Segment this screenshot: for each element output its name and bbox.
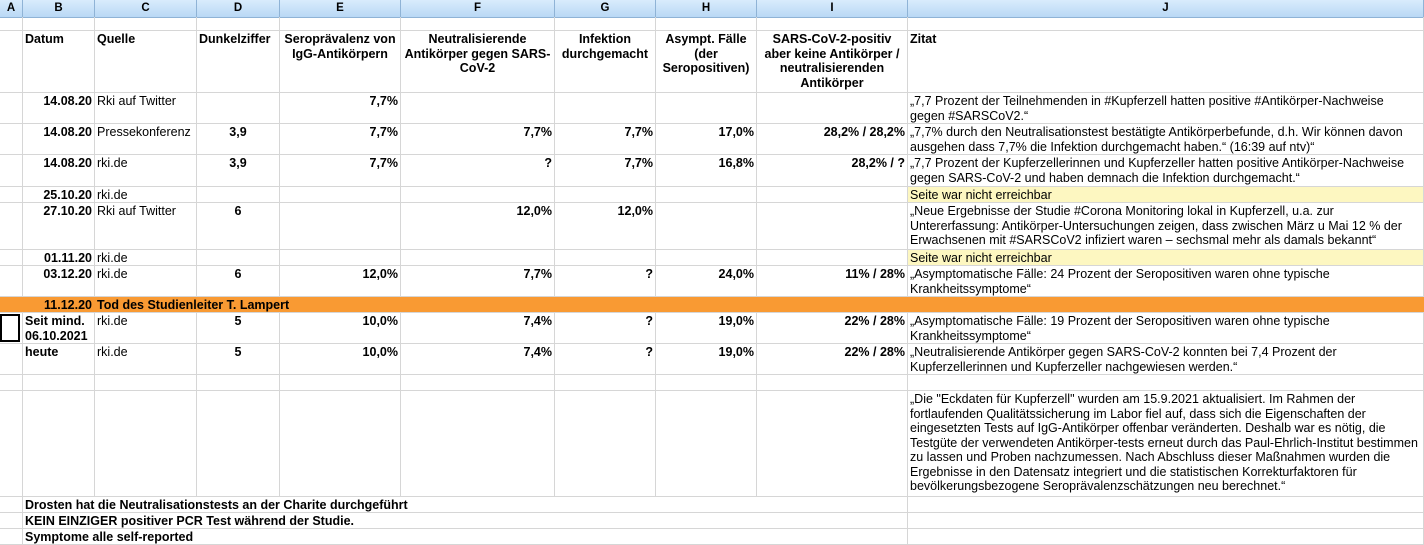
cell[interactable] (0, 513, 23, 528)
cell-sarspositiv[interactable] (757, 203, 908, 249)
cell-dunkelziffer[interactable]: 6 (197, 266, 280, 296)
cell-datum[interactable]: 01.11.20 (23, 250, 95, 265)
cell[interactable] (197, 250, 280, 265)
cell[interactable] (0, 124, 23, 154)
cell-infektion[interactable]: 7,7% (555, 155, 656, 186)
cell-dunkelziffer[interactable] (197, 93, 280, 123)
header-sarspositiv[interactable]: SARS-CoV-2-positiv aber keine Antikörper / neutralisierenden Antikörper (757, 31, 908, 92)
column-headers (0, 0, 1424, 18)
table-row (0, 124, 1424, 155)
cell-selection-indicator (0, 314, 20, 342)
cell[interactable] (908, 375, 1424, 390)
cell[interactable] (401, 375, 555, 390)
column-header-f[interactable]: F (401, 0, 555, 17)
cell-infektion[interactable]: ? (555, 313, 656, 343)
column-header-h[interactable]: H (656, 0, 757, 17)
cell-neutralisierende[interactable]: 7,7% (401, 124, 555, 154)
cell[interactable] (908, 497, 1424, 512)
cell-infektion[interactable]: 7,7% (555, 124, 656, 154)
cell[interactable] (908, 17, 1424, 30)
cell-zitat[interactable]: „Neue Ergebnisse der Studie #Corona Monitoring lokal in Kupferzell, u.a. zur Untererfassung: Antikörper-Untersuchungen zeigen, dass zwischen März u Mai 12 % der Erwachsenen mit #SARSCoV2 infiziert waren – sechsmal mehr als damals bekannt“ (908, 203, 1424, 249)
cell[interactable] (757, 250, 908, 265)
cell[interactable] (401, 250, 555, 265)
header-dunkelziffer[interactable]: Dunkelziffer (197, 31, 280, 92)
table-row (0, 187, 1424, 203)
note-row (0, 497, 1424, 513)
cell-neutralisierende[interactable]: 7,4% (401, 313, 555, 343)
note-symptome[interactable]: Symptome alle self-reported (23, 529, 908, 544)
cell-dunkelziffer[interactable]: 3,9 (197, 155, 280, 186)
header-asympt[interactable]: Asympt. Fälle (der Seropositiven) (656, 31, 757, 92)
column-header-e[interactable]: E (280, 0, 401, 17)
cell[interactable] (401, 391, 555, 496)
cell-zitat[interactable]: „Asymptomatische Fälle: 24 Prozent der Seropositiven waren ohne typische Krankheitssymptome“ (908, 266, 1424, 296)
cell-datum[interactable]: 14.08.20 (23, 93, 95, 123)
cell-asympt[interactable]: 16,8% (656, 155, 757, 186)
cell[interactable] (197, 17, 280, 30)
cell-infektion[interactable]: ? (555, 266, 656, 296)
cell[interactable] (23, 391, 95, 496)
cell-quelle[interactable]: rki.de (95, 187, 197, 202)
cell-sarspositiv[interactable]: 22% / 28% (757, 313, 908, 343)
cell[interactable] (0, 529, 23, 544)
cell-datum[interactable]: 14.08.20 (23, 124, 95, 154)
cell-datum[interactable]: 14.08.20 (23, 155, 95, 186)
cell-datum[interactable]: 03.12.20 (23, 266, 95, 296)
cell[interactable] (0, 297, 23, 312)
cell-zitat[interactable]: „7,7 Prozent der Teilnehmenden in #Kupferzell hatten positive #Antikörper-Nachweise gegen #SARSCoV2.“ (908, 93, 1424, 123)
cell-sarspositiv[interactable]: 28,2% / ? (757, 155, 908, 186)
cell-dunkelziffer[interactable]: 5 (197, 344, 280, 374)
header-neutralisierende[interactable]: Neutralisierende Antikörper gegen SARS-CoV-2 (401, 31, 555, 92)
cell[interactable] (757, 375, 908, 390)
cell-sarspositiv[interactable]: 22% / 28% (757, 344, 908, 374)
table-row (0, 391, 1424, 497)
cell-quelle[interactable]: rki.de (95, 313, 197, 343)
cell[interactable] (280, 250, 401, 265)
cell-seropraevalenz[interactable] (280, 203, 401, 249)
header-row (0, 31, 1424, 93)
cell[interactable] (908, 529, 1424, 544)
table-row (0, 17, 1424, 31)
cell-datum[interactable]: 11.12.20 (44, 298, 92, 312)
cell-datum[interactable]: heute (23, 344, 95, 374)
cell-dunkelziffer[interactable]: 6 (197, 203, 280, 249)
cell[interactable] (23, 375, 95, 390)
cell[interactable] (0, 187, 23, 202)
cell[interactable] (555, 187, 656, 202)
cell[interactable] (95, 391, 197, 496)
table-row (0, 93, 1424, 124)
cell[interactable] (197, 375, 280, 390)
cell-infektion[interactable]: ? (555, 344, 656, 374)
table-row (0, 155, 1424, 187)
cell-quelle[interactable]: Tod des Studienleiter T. Lampert (97, 298, 290, 312)
cell[interactable] (555, 17, 656, 30)
table-row (0, 250, 1424, 266)
cell-zitat[interactable]: „Neutralisierende Antikörper gegen SARS-CoV-2 konnten bei 7,4 Prozent der Kupferzellerinnen und Kupferzeller nachgewiesen werden.“ (908, 344, 1424, 374)
cell[interactable] (908, 513, 1424, 528)
cell[interactable] (0, 391, 23, 496)
header-zitat[interactable]: Zitat (908, 31, 1424, 92)
note-row (0, 513, 1424, 529)
cell-infektion[interactable] (555, 93, 656, 123)
header-datum[interactable]: Datum (23, 31, 95, 92)
cell-seropraevalenz[interactable]: 7,7% (280, 93, 401, 123)
cell-sarspositiv[interactable] (757, 93, 908, 123)
cell-zitat[interactable]: Seite war nicht erreichbar (908, 250, 1424, 265)
cell-datum[interactable]: Seit mind. 06.10.2021 (23, 313, 95, 343)
table-row (0, 375, 1424, 391)
cell[interactable] (401, 17, 555, 30)
cell[interactable] (0, 375, 23, 390)
cell-quelle[interactable]: Rki auf Twitter (95, 93, 197, 123)
cell-asympt[interactable]: 19,0% (656, 344, 757, 374)
header-quelle[interactable]: Quelle (95, 31, 197, 92)
cell-asympt[interactable]: 17,0% (656, 124, 757, 154)
column-header-j[interactable]: J (908, 0, 1424, 17)
cell-seropraevalenz[interactable]: 10,0% (280, 313, 401, 343)
cell[interactable] (656, 375, 757, 390)
cell-quelle[interactable]: rki.de (95, 266, 197, 296)
cell[interactable] (197, 391, 280, 496)
cell[interactable] (656, 17, 757, 30)
cell[interactable] (0, 250, 23, 265)
cell-seropraevalenz[interactable]: 10,0% (280, 344, 401, 374)
cell[interactable] (280, 375, 401, 390)
cell-sarspositiv[interactable]: 28,2% / 28,2% (757, 124, 908, 154)
cell-neutralisierende[interactable]: 12,0% (401, 203, 555, 249)
cell[interactable] (0, 203, 23, 249)
note-row (0, 529, 1424, 545)
cell[interactable] (280, 187, 401, 202)
cell[interactable] (656, 391, 757, 496)
cell-seropraevalenz[interactable]: 12,0% (280, 266, 401, 296)
cell-neutralisierende[interactable] (401, 93, 555, 123)
cell-asympt[interactable] (656, 93, 757, 123)
cell-grid (0, 17, 1424, 545)
note-pcr[interactable]: KEIN EINZIGER positiver PCR Test während der Studie. (23, 513, 908, 528)
cell[interactable] (280, 17, 401, 30)
cell[interactable] (555, 375, 656, 390)
highlight-row (0, 297, 1424, 313)
cell[interactable] (0, 93, 23, 123)
cell-asympt[interactable] (656, 203, 757, 249)
cell-datum[interactable]: 27.10.20 (23, 203, 95, 249)
cell[interactable] (0, 266, 23, 296)
table-row (0, 203, 1424, 250)
cell-zitat[interactable]: „7,7% durch den Neutralisationstest bestätigte Antikörperbefunde, d.h. Wir können davon ausgehen dass 7,7% die Infektion durchgemacht haben.“ (16:39 auf ntv)“ (908, 124, 1424, 154)
column-header-g[interactable]: G (555, 0, 656, 17)
note-drosten[interactable]: Drosten hat die Neutralisationstests an der Charite durchgeführt (23, 497, 908, 512)
cell[interactable] (95, 17, 197, 30)
cell-asympt[interactable]: 19,0% (656, 313, 757, 343)
cell[interactable] (0, 17, 23, 30)
cell[interactable] (555, 391, 656, 496)
column-header-c[interactable]: C (95, 0, 197, 17)
cell-neutralisierende[interactable]: 7,7% (401, 266, 555, 296)
cell[interactable] (555, 250, 656, 265)
cell-zitat[interactable]: „7,7 Prozent der Kupferzellerinnen und Kupferzeller hatten positive Antikörper-Nachweise gegen SARS-CoV-2 und haben demnach die Infektion durchgemacht.“ (908, 155, 1424, 186)
cell-zitat[interactable]: Seite war nicht erreichbar (908, 187, 1424, 202)
cell[interactable] (757, 391, 908, 496)
cell-long-quote[interactable]: „Die "Eckdaten für Kupferzell" wurden am 15.9.2021 aktualisiert. Im Rahmen der fortlaufenden Qualitätssicherung im Labor fiel auf, dass sich die Eigenschaften der eingesetzten Tests auf IgG-Antikörper offenbar veränderten. Deshalb war es nötig, die Testgüte der verwendeten Antikörper-tests erneut durch das Paul-Ehrlich-Institut bestimmen zu lassen und Proben nachzumessen. Nach Abschluss dieser Maßnahmen wurden die Ergebnisse in den Datensatz integriert und die statistischen Korrekturfaktoren für bevölkerungsbezogene Seroprävalenzschätzungen neu berechnet.“ (908, 391, 1424, 496)
table-row (0, 344, 1424, 375)
cell-quelle[interactable]: Pressekonferenz (95, 124, 197, 154)
column-header-a[interactable]: A (0, 0, 23, 17)
cell[interactable] (401, 187, 555, 202)
column-header-i[interactable]: I (757, 0, 908, 17)
cell-zitat[interactable]: „Asymptomatische Fälle: 19 Prozent der Seropositiven waren ohne typische Krankheitssymptome“ (908, 313, 1424, 343)
cell-datum[interactable]: 25.10.20 (23, 187, 95, 202)
table-row (0, 266, 1424, 297)
column-header-b[interactable]: B (23, 0, 95, 17)
cell[interactable] (95, 375, 197, 390)
cell-asympt[interactable]: 24,0% (656, 266, 757, 296)
cell[interactable] (0, 31, 23, 92)
header-seropraevalenz[interactable]: Seroprävalenz von IgG-Antikörpern (280, 31, 401, 92)
cell-infektion[interactable]: 12,0% (555, 203, 656, 249)
header-infektion[interactable]: Infektion durchgemacht (555, 31, 656, 92)
cell[interactable] (656, 187, 757, 202)
cell[interactable] (757, 187, 908, 202)
cell[interactable] (757, 17, 908, 30)
cell[interactable] (197, 187, 280, 202)
cell-sarspositiv[interactable]: 11% / 28% (757, 266, 908, 296)
table-row (0, 313, 1424, 344)
cell[interactable] (0, 344, 23, 374)
cell-neutralisierende[interactable]: 7,4% (401, 344, 555, 374)
cell-dunkelziffer[interactable]: 5 (197, 313, 280, 343)
cell-dunkelziffer[interactable]: 3,9 (197, 124, 280, 154)
column-header-d[interactable]: D (197, 0, 280, 17)
cell-quelle[interactable]: rki.de (95, 155, 197, 186)
cell[interactable] (0, 313, 23, 343)
cell-neutralisierende[interactable]: ? (401, 155, 555, 186)
cell[interactable] (0, 155, 23, 186)
cell[interactable] (656, 250, 757, 265)
cell[interactable] (0, 497, 23, 512)
cell-seropraevalenz[interactable]: 7,7% (280, 155, 401, 186)
cell[interactable] (23, 17, 95, 30)
cell-seropraevalenz[interactable]: 7,7% (280, 124, 401, 154)
cell-quelle[interactable]: rki.de (95, 250, 197, 265)
cell[interactable] (280, 391, 401, 496)
cell-quelle[interactable]: Rki auf Twitter (95, 203, 197, 249)
cell-quelle[interactable]: rki.de (95, 344, 197, 374)
